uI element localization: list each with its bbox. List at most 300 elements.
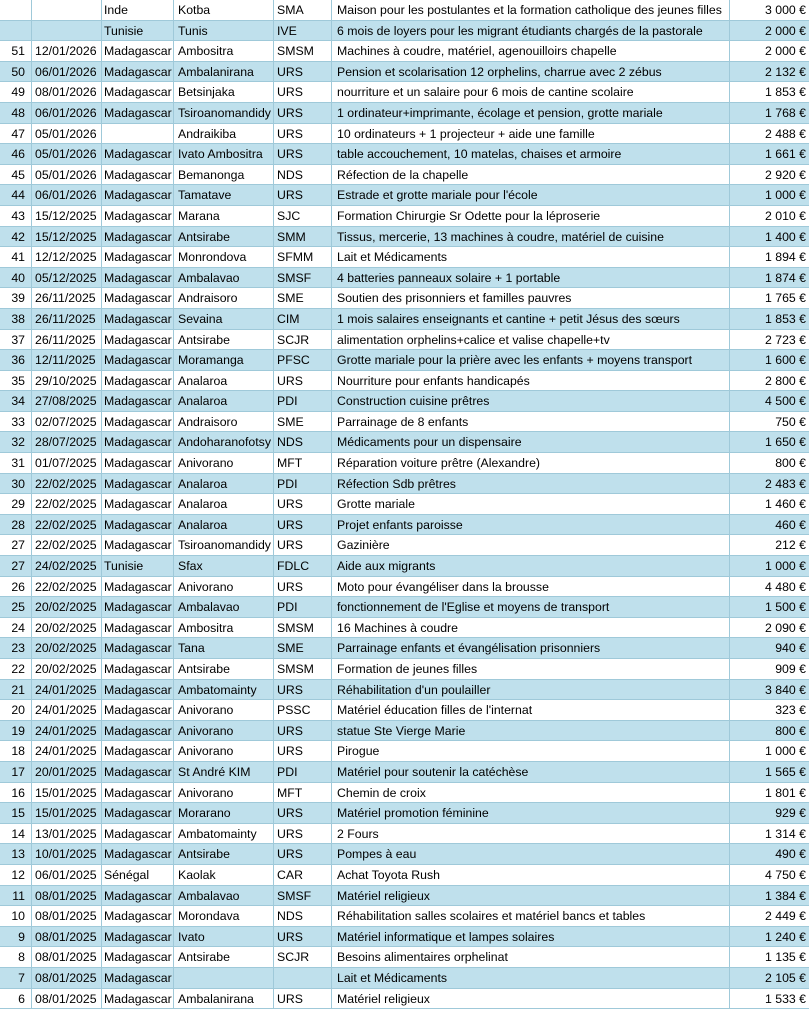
location-cell[interactable]: Analaroa [174,494,274,514]
congregation-code-cell[interactable]: URS [274,824,332,844]
project-description-cell[interactable]: 10 ordinateurs + 1 projecteur + aide une famille [332,124,730,144]
amount-cell[interactable]: 1 384 € [764,888,806,903]
country-cell[interactable]: Madagascar [102,247,174,267]
congregation-code-cell[interactable]: SCJR [274,947,332,967]
country-cell[interactable]: Madagascar [102,330,174,350]
location-cell[interactable]: Ivato [174,927,274,947]
location-cell[interactable]: Anivorano [174,700,274,720]
congregation-code-cell[interactable]: MFT [274,453,332,473]
amount-cell[interactable]: 1 894 € [764,250,806,265]
congregation-code-cell[interactable]: MFT [274,783,332,803]
amount-cell[interactable]: 490 € [775,847,806,862]
row-number-cell[interactable]: 14 [0,824,32,844]
amount-cell[interactable]: 1 650 € [764,435,806,450]
location-cell[interactable]: Marana [174,206,274,226]
amount-cell[interactable]: 2 010 € [764,208,806,223]
project-description-cell[interactable]: Lait et Médicaments [332,247,730,267]
amount-cell[interactable]: 750 € [775,414,806,429]
project-description-cell[interactable]: Nourriture pour enfants handicapés [332,371,730,391]
congregation-code-cell[interactable]: URS [274,515,332,535]
date-cell[interactable]: 22/02/2025 [32,535,102,555]
project-description-cell[interactable]: Matériel éducation filles de l'internat [332,700,730,720]
location-cell[interactable]: Anivorano [174,783,274,803]
amount-cell[interactable]: 1 240 € [764,929,806,944]
row-number-cell[interactable]: 6 [0,989,32,1009]
row-number-cell[interactable]: 22 [0,659,32,679]
date-cell[interactable]: 05/01/2026 [32,124,102,144]
congregation-code-cell[interactable]: PDI [274,597,332,617]
location-cell[interactable]: Ambatomainty [174,824,274,844]
congregation-code-cell[interactable]: URS [274,103,332,123]
amount-cell[interactable]: 929 € [775,806,806,821]
amount-cell[interactable]: 1 768 € [764,105,806,120]
row-number-cell[interactable]: 50 [0,62,32,82]
row-number-cell[interactable]: 47 [0,124,32,144]
row-number-cell[interactable]: 33 [0,412,32,432]
amount-cell[interactable]: 3 840 € [764,682,806,697]
project-description-cell[interactable]: Lait et Médicaments [332,968,730,988]
date-cell[interactable]: 22/02/2025 [32,494,102,514]
location-cell[interactable]: Analaroa [174,391,274,411]
country-cell[interactable]: Madagascar [102,185,174,205]
row-number-cell[interactable]: 23 [0,638,32,658]
row-number-cell[interactable]: 43 [0,206,32,226]
location-cell[interactable]: Anivorano [174,741,274,761]
date-cell[interactable]: 05/01/2026 [32,165,102,185]
congregation-code-cell[interactable]: SMA [274,0,332,20]
date-cell[interactable]: 20/02/2025 [32,597,102,617]
location-cell[interactable]: Andoharanofotsy [174,432,274,452]
date-cell[interactable] [32,0,102,20]
project-description-cell[interactable]: Aide aux migrants [332,556,730,576]
location-cell[interactable]: Andraisoro [174,412,274,432]
congregation-code-cell[interactable]: URS [274,989,332,1009]
amount-cell[interactable]: 2 000 € [764,23,806,38]
country-cell[interactable]: Madagascar [102,844,174,864]
congregation-code-cell[interactable]: SME [274,288,332,308]
row-number-cell[interactable]: 25 [0,597,32,617]
location-cell[interactable]: Monrondova [174,247,274,267]
project-description-cell[interactable]: Matériel religieux [332,886,730,906]
country-cell[interactable]: Madagascar [102,783,174,803]
project-description-cell[interactable]: table accouchement, 10 matelas, chaises et armoire [332,144,730,164]
location-cell[interactable]: Tunis [174,21,274,41]
project-description-cell[interactable]: Construction cuisine prêtres [332,391,730,411]
congregation-code-cell[interactable]: URS [274,680,332,700]
date-cell[interactable]: 29/10/2025 [32,371,102,391]
project-description-cell[interactable]: 16 Machines à coudre [332,618,730,638]
row-number-cell[interactable]: 8 [0,947,32,967]
location-cell[interactable]: Moramanga [174,350,274,370]
date-cell[interactable]: 08/01/2025 [32,886,102,906]
row-number-cell[interactable]: 44 [0,185,32,205]
project-description-cell[interactable]: Projet enfants paroisse [332,515,730,535]
location-cell[interactable]: Tsiroanomandidy [174,103,274,123]
project-description-cell[interactable]: Matériel promotion féminine [332,803,730,823]
row-number-cell[interactable]: 32 [0,432,32,452]
country-cell[interactable]: Madagascar [102,165,174,185]
date-cell[interactable]: 08/01/2025 [32,968,102,988]
date-cell[interactable]: 12/01/2026 [32,41,102,61]
congregation-code-cell[interactable]: NDS [274,165,332,185]
project-description-cell[interactable]: Réfection de la chapelle [332,165,730,185]
country-cell[interactable]: Madagascar [102,391,174,411]
project-description-cell[interactable]: Réhabilitation salles scolaires et matériel bancs et tables [332,906,730,926]
country-cell[interactable]: Madagascar [102,82,174,102]
congregation-code-cell[interactable]: PDI [274,474,332,494]
location-cell[interactable]: Ambatomainty [174,680,274,700]
congregation-code-cell[interactable]: URS [274,371,332,391]
amount-cell[interactable]: 2 483 € [764,476,806,491]
congregation-code-cell[interactable]: PFSC [274,350,332,370]
project-description-cell[interactable]: Grotte mariale pour la prière avec les enfants + moyens transport [332,350,730,370]
amount-cell[interactable]: 2 920 € [764,167,806,182]
congregation-code-cell[interactable]: URS [274,494,332,514]
country-cell[interactable]: Madagascar [102,268,174,288]
date-cell[interactable]: 15/01/2025 [32,783,102,803]
row-number-cell[interactable]: 13 [0,844,32,864]
amount-cell[interactable]: 1 765 € [764,291,806,306]
project-description-cell[interactable]: Machines à coudre, matériel, agenouilloirs chapelle [332,41,730,61]
row-number-cell[interactable]: 27 [0,556,32,576]
country-cell[interactable]: Madagascar [102,906,174,926]
location-cell[interactable]: Tsiroanomandidy [174,535,274,555]
country-cell[interactable]: Madagascar [102,824,174,844]
location-cell[interactable]: Sfax [174,556,274,576]
date-cell[interactable]: 08/01/2025 [32,947,102,967]
row-number-cell[interactable]: 16 [0,783,32,803]
amount-cell[interactable]: 940 € [775,641,806,656]
country-cell[interactable]: Madagascar [102,371,174,391]
project-description-cell[interactable]: Réfection Sdb prêtres [332,474,730,494]
country-cell[interactable]: Madagascar [102,721,174,741]
row-number-cell[interactable]: 42 [0,227,32,247]
date-cell[interactable]: 20/01/2025 [32,762,102,782]
location-cell[interactable] [174,968,274,988]
date-cell[interactable]: 10/01/2025 [32,844,102,864]
location-cell[interactable]: Ambalanirana [174,62,274,82]
project-description-cell[interactable]: nourriture et un salaire pour 6 mois de cantine scolaire [332,82,730,102]
congregation-code-cell[interactable]: NDS [274,906,332,926]
date-cell[interactable]: 05/01/2026 [32,144,102,164]
date-cell[interactable]: 28/07/2025 [32,432,102,452]
amount-cell[interactable]: 1 533 € [764,991,806,1006]
congregation-code-cell[interactable]: URS [274,535,332,555]
location-cell[interactable]: Ambalanirana [174,989,274,1009]
country-cell[interactable]: Madagascar [102,700,174,720]
country-cell[interactable]: Madagascar [102,535,174,555]
row-number-cell[interactable]: 31 [0,453,32,473]
location-cell[interactable]: Ambalavao [174,268,274,288]
location-cell[interactable]: Analaroa [174,371,274,391]
amount-cell[interactable]: 2 132 € [764,64,806,79]
congregation-code-cell[interactable]: URS [274,577,332,597]
date-cell[interactable]: 08/01/2025 [32,989,102,1009]
congregation-code-cell[interactable]: SMSM [274,41,332,61]
country-cell[interactable]: Madagascar [102,62,174,82]
date-cell[interactable]: 06/01/2026 [32,103,102,123]
amount-cell[interactable]: 1 874 € [764,270,806,285]
amount-cell[interactable]: 4 750 € [764,867,806,882]
amount-cell[interactable]: 909 € [775,662,806,676]
row-number-cell[interactable]: 46 [0,144,32,164]
country-cell[interactable]: Madagascar [102,474,174,494]
location-cell[interactable]: Tamatave [174,185,274,205]
row-number-cell[interactable] [0,0,32,20]
country-cell[interactable]: Madagascar [102,144,174,164]
congregation-code-cell[interactable]: SMSF [274,268,332,288]
date-cell[interactable]: 26/11/2025 [32,288,102,308]
congregation-code-cell[interactable]: SJC [274,206,332,226]
congregation-code-cell[interactable]: CAR [274,865,332,885]
amount-cell[interactable]: 2 090 € [764,620,806,635]
date-cell[interactable]: 27/08/2025 [32,391,102,411]
congregation-code-cell[interactable]: URS [274,124,332,144]
date-cell[interactable]: 24/01/2025 [32,721,102,741]
row-number-cell[interactable]: 30 [0,474,32,494]
row-number-cell[interactable]: 37 [0,330,32,350]
date-cell[interactable]: 15/01/2025 [32,803,102,823]
project-description-cell[interactable]: Pension et scolarisation 12 orphelins, charrue avec 2 zébus [332,62,730,82]
row-number-cell[interactable]: 27 [0,535,32,555]
project-description-cell[interactable]: Matériel religieux [332,989,730,1009]
location-cell[interactable]: Andraisoro [174,288,274,308]
location-cell[interactable]: Anivorano [174,577,274,597]
row-number-cell[interactable]: 19 [0,721,32,741]
amount-cell[interactable]: 800 € [775,723,806,738]
row-number-cell[interactable]: 12 [0,865,32,885]
amount-cell[interactable]: 1 600 € [764,353,806,368]
amount-cell[interactable]: 1 000 € [764,188,806,203]
country-cell[interactable]: Madagascar [102,288,174,308]
congregation-code-cell[interactable]: SMSM [274,618,332,638]
project-description-cell[interactable]: Pirogue [332,741,730,761]
country-cell[interactable]: Madagascar [102,103,174,123]
amount-cell[interactable]: 1 460 € [764,497,806,512]
date-cell[interactable] [32,21,102,41]
amount-cell[interactable]: 1 400 € [764,229,806,244]
location-cell[interactable]: Ambositra [174,618,274,638]
amount-cell[interactable]: 2 800 € [764,373,806,388]
location-cell[interactable]: Betsinjaka [174,82,274,102]
date-cell[interactable]: 26/11/2025 [32,309,102,329]
location-cell[interactable]: Analaroa [174,515,274,535]
amount-cell[interactable]: 460 € [775,517,806,532]
congregation-code-cell[interactable]: CIM [274,309,332,329]
project-description-cell[interactable]: Parrainage de 8 enfants [332,412,730,432]
row-number-cell[interactable]: 15 [0,803,32,823]
project-description-cell[interactable]: Matériel informatique et lampes solaires [332,927,730,947]
project-description-cell[interactable]: alimentation orphelins+calice et valise chapelle+tv [332,330,730,350]
location-cell[interactable]: Antsirabe [174,947,274,967]
project-description-cell[interactable]: Besoins alimentaires orphelinat [332,947,730,967]
date-cell[interactable]: 22/02/2025 [32,577,102,597]
country-cell[interactable]: Madagascar [102,453,174,473]
location-cell[interactable]: Antsirabe [174,227,274,247]
amount-cell[interactable]: 4 480 € [764,579,806,594]
date-cell[interactable]: 20/02/2025 [32,659,102,679]
congregation-code-cell[interactable]: SCJR [274,330,332,350]
row-number-cell[interactable]: 9 [0,927,32,947]
country-cell[interactable]: Madagascar [102,350,174,370]
date-cell[interactable]: 22/02/2025 [32,474,102,494]
project-description-cell[interactable]: Pompes à eau [332,844,730,864]
country-cell[interactable]: Madagascar [102,309,174,329]
country-cell[interactable]: Madagascar [102,741,174,761]
congregation-code-cell[interactable]: IVE [274,21,332,41]
congregation-code-cell[interactable]: PDI [274,762,332,782]
congregation-code-cell[interactable]: PSSC [274,700,332,720]
amount-cell[interactable]: 2 723 € [764,332,806,347]
country-cell[interactable]: Madagascar [102,412,174,432]
location-cell[interactable]: Ambalavao [174,886,274,906]
date-cell[interactable]: 12/11/2025 [32,350,102,370]
congregation-code-cell[interactable]: URS [274,844,332,864]
amount-cell[interactable]: 2 488 € [764,126,806,141]
date-cell[interactable]: 24/01/2025 [32,700,102,720]
congregation-code-cell[interactable]: URS [274,144,332,164]
project-description-cell[interactable]: Réhabilitation d'un poulailler [332,680,730,700]
row-number-cell[interactable]: 11 [0,886,32,906]
amount-cell[interactable]: 2 105 € [764,970,806,985]
row-number-cell[interactable]: 48 [0,103,32,123]
project-description-cell[interactable]: Formation de jeunes filles [332,659,730,679]
project-description-cell[interactable]: Parrainage enfants et évangélisation prisonniers [332,638,730,658]
country-cell[interactable]: Madagascar [102,927,174,947]
date-cell[interactable]: 15/12/2025 [32,206,102,226]
location-cell[interactable]: Antsirabe [174,844,274,864]
amount-cell[interactable]: 1 135 € [764,950,806,965]
project-description-cell[interactable]: 2 Fours [332,824,730,844]
date-cell[interactable]: 01/07/2025 [32,453,102,473]
location-cell[interactable]: Bemanonga [174,165,274,185]
project-description-cell[interactable]: Maison pour les postulantes et la formation catholique des jeunes filles [332,0,730,20]
row-number-cell[interactable] [0,21,32,41]
congregation-code-cell[interactable]: URS [274,185,332,205]
amount-cell[interactable]: 1 000 € [764,559,806,574]
congregation-code-cell[interactable]: URS [274,927,332,947]
date-cell[interactable]: 24/01/2025 [32,741,102,761]
project-description-cell[interactable]: Chemin de croix [332,783,730,803]
project-description-cell[interactable]: Tissus, mercerie, 13 machines à coudre, matériel de cuisine [332,227,730,247]
location-cell[interactable]: Analaroa [174,474,274,494]
country-cell[interactable]: Madagascar [102,515,174,535]
row-number-cell[interactable]: 38 [0,309,32,329]
project-description-cell[interactable]: Matériel pour soutenir la catéchèse [332,762,730,782]
location-cell[interactable]: Ambalavao [174,597,274,617]
country-cell[interactable]: Madagascar [102,947,174,967]
project-description-cell[interactable]: Formation Chirurgie Sr Odette pour la léproserie [332,206,730,226]
date-cell[interactable]: 05/12/2025 [32,268,102,288]
country-cell[interactable]: Madagascar [102,989,174,1009]
amount-cell[interactable]: 1 500 € [764,600,806,615]
row-number-cell[interactable]: 26 [0,577,32,597]
country-cell[interactable]: Madagascar [102,618,174,638]
amount-cell[interactable]: 2 000 € [764,44,806,59]
row-number-cell[interactable]: 40 [0,268,32,288]
row-number-cell[interactable]: 7 [0,968,32,988]
amount-cell[interactable]: 1 853 € [764,311,806,326]
project-description-cell[interactable]: 1 mois salaires enseignants et cantine + petit Jésus des sœurs [332,309,730,329]
date-cell[interactable]: 24/01/2025 [32,680,102,700]
location-cell[interactable]: Sevaina [174,309,274,329]
date-cell[interactable]: 08/01/2025 [32,906,102,926]
location-cell[interactable]: Ambositra [174,41,274,61]
date-cell[interactable]: 06/01/2025 [32,865,102,885]
project-description-cell[interactable]: 4 batteries panneaux solaire + 1 portable [332,268,730,288]
date-cell[interactable]: 26/11/2025 [32,330,102,350]
congregation-code-cell[interactable] [274,968,332,988]
country-cell[interactable]: Tunisie [102,21,174,41]
congregation-code-cell[interactable]: SMM [274,227,332,247]
country-cell[interactable]: Madagascar [102,638,174,658]
project-description-cell[interactable]: Gazinière [332,535,730,555]
row-number-cell[interactable]: 45 [0,165,32,185]
project-description-cell[interactable]: Estrade et grotte mariale pour l'école [332,185,730,205]
project-description-cell[interactable]: statue Ste Vierge Marie [332,721,730,741]
row-number-cell[interactable]: 35 [0,371,32,391]
amount-cell[interactable]: 2 449 € [764,909,806,924]
project-description-cell[interactable]: Moto pour évangéliser dans la brousse [332,577,730,597]
location-cell[interactable]: Anivorano [174,721,274,741]
date-cell[interactable]: 22/02/2025 [32,515,102,535]
row-number-cell[interactable]: 10 [0,906,32,926]
country-cell[interactable]: Madagascar [102,432,174,452]
project-description-cell[interactable]: Médicaments pour un dispensaire [332,432,730,452]
project-description-cell[interactable]: Réparation voiture prêtre (Alexandre) [332,453,730,473]
country-cell[interactable]: Madagascar [102,494,174,514]
congregation-code-cell[interactable]: SME [274,638,332,658]
congregation-code-cell[interactable]: PDI [274,391,332,411]
location-cell[interactable]: Tana [174,638,274,658]
row-number-cell[interactable]: 18 [0,741,32,761]
amount-cell[interactable]: 1 661 € [764,147,806,162]
country-cell[interactable]: Madagascar [102,206,174,226]
project-description-cell[interactable]: 6 mois de loyers pour les migrant étudiants chargés de la pastorale [332,21,730,41]
row-number-cell[interactable]: 21 [0,680,32,700]
row-number-cell[interactable]: 51 [0,41,32,61]
row-number-cell[interactable]: 17 [0,762,32,782]
date-cell[interactable]: 08/01/2026 [32,82,102,102]
date-cell[interactable]: 24/02/2025 [32,556,102,576]
country-cell[interactable]: Madagascar [102,886,174,906]
congregation-code-cell[interactable]: URS [274,803,332,823]
amount-cell[interactable]: 212 € [775,538,806,553]
location-cell[interactable]: Kaolak [174,865,274,885]
row-number-cell[interactable]: 36 [0,350,32,370]
row-number-cell[interactable]: 20 [0,700,32,720]
row-number-cell[interactable]: 49 [0,82,32,102]
amount-cell[interactable]: 323 € [775,703,806,718]
date-cell[interactable]: 15/12/2025 [32,227,102,247]
project-description-cell[interactable]: Achat Toyota Rush [332,865,730,885]
date-cell[interactable]: 20/02/2025 [32,618,102,638]
congregation-code-cell[interactable]: NDS [274,432,332,452]
date-cell[interactable]: 08/01/2025 [32,927,102,947]
project-description-cell[interactable]: Grotte mariale [332,494,730,514]
row-number-cell[interactable]: 24 [0,618,32,638]
congregation-code-cell[interactable]: URS [274,741,332,761]
row-number-cell[interactable]: 39 [0,288,32,308]
location-cell[interactable]: Morondava [174,906,274,926]
row-number-cell[interactable]: 28 [0,515,32,535]
project-description-cell[interactable]: fonctionnement de l'Eglise et moyens de transport [332,597,730,617]
row-number-cell[interactable]: 34 [0,391,32,411]
congregation-code-cell[interactable]: SMSM [274,659,332,679]
date-cell[interactable]: 02/07/2025 [32,412,102,432]
amount-cell[interactable]: 4 500 € [764,394,806,409]
country-cell[interactable]: Madagascar [102,227,174,247]
